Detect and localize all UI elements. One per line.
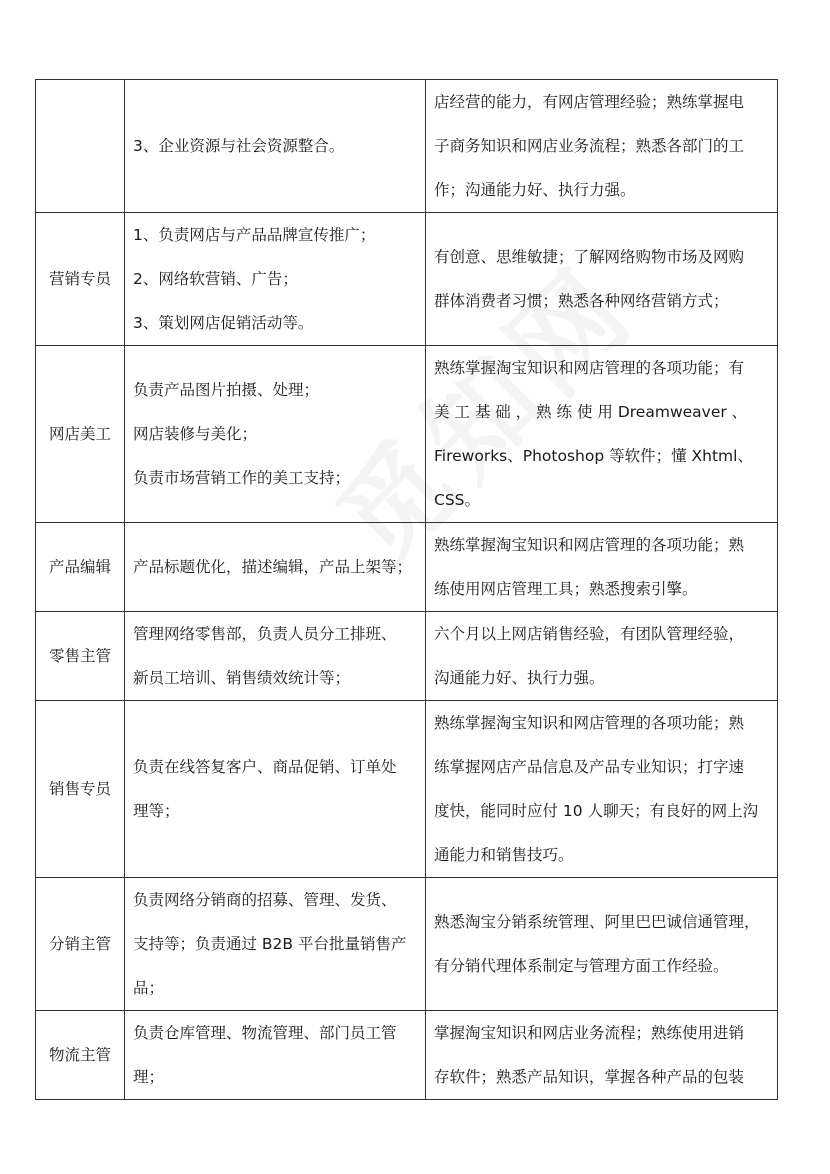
requirements-cell	[426, 213, 778, 346]
requirements-cell	[426, 701, 778, 878]
requirement-line: 沟通能力好、执行力强。	[434, 669, 605, 687]
duties-cell	[125, 213, 426, 346]
role-cell	[36, 80, 125, 213]
requirement-line: 度快，能同时应付 10 人聊天；有良好的网上沟	[434, 802, 759, 820]
duty-line: 3、企业资源与社会资源整合。	[133, 137, 345, 155]
table-row	[36, 701, 778, 878]
table-row	[36, 1011, 778, 1100]
duties-cell	[125, 523, 426, 612]
duties-cell	[125, 1011, 426, 1100]
requirement-line: 美 工 基 础 ， 熟 练 使 用 Dreamweaver 、	[434, 403, 748, 421]
requirement-line: 六个月以上网店销售经验，有团队管理经验，	[434, 625, 745, 643]
duties-cell	[125, 612, 426, 701]
requirements-cell	[426, 1011, 778, 1100]
requirement-line: 子商务知识和网店业务流程；熟悉各部门的工	[434, 137, 745, 155]
duties-cell	[125, 878, 426, 1011]
requirement-line: 练使用网店管理工具；熟悉搜索引擎。	[434, 580, 698, 598]
duty-line: 负责网络分销商的招募、管理、发货、	[133, 891, 397, 909]
duty-line: 2、网络软营销、广告；	[133, 270, 298, 288]
table-row	[36, 523, 778, 612]
duty-line: 负责市场营销工作的美工支持；	[133, 469, 351, 487]
duty-line: 1、负责网店与产品品牌宣传推广；	[133, 226, 376, 244]
role-cell: 物流主管	[36, 1011, 125, 1100]
requirement-line: 有分销代理体系制定与管理方面工作经验。	[434, 957, 729, 975]
requirement-line: 作；沟通能力好、执行力强。	[434, 181, 636, 199]
table-row	[36, 80, 778, 213]
table-row	[36, 612, 778, 701]
requirement-line: 存软件；熟悉产品知识，掌握各种产品的包装	[434, 1068, 745, 1086]
role-cell: 销售专员	[36, 701, 125, 878]
requirement-line: 熟悉淘宝分销系统管理、阿里巴巴诚信通管理，	[434, 913, 760, 931]
duties-cell	[125, 80, 426, 213]
requirement-line: 店经营的能力，有网店管理经验；熟练掌握电	[434, 93, 745, 111]
duty-line: 理等；	[133, 802, 180, 820]
requirements-cell	[426, 612, 778, 701]
requirement-line: 掌握淘宝知识和网店业务流程；熟练使用进销	[434, 1024, 745, 1042]
requirement-line: 练掌握网店产品信息及产品专业知识；打字速	[434, 758, 745, 776]
duty-line: 管理网络零售部，负责人员分工排班、	[133, 625, 397, 643]
requirement-line: 熟练掌握淘宝知识和网店管理的各项功能；熟	[434, 714, 745, 732]
duty-line: 负责仓库管理、物流管理、部门员工管	[133, 1024, 397, 1042]
duty-line: 负责产品图片拍摄、处理；	[133, 381, 320, 399]
duty-line: 支持等；负责通过 B2B 平台批量销售产	[133, 935, 407, 953]
duties-cell	[125, 346, 426, 523]
table-row	[36, 346, 778, 523]
requirements-cell	[426, 878, 778, 1011]
requirement-line: 通能力和销售技巧。	[434, 846, 574, 864]
duty-line: 理；	[133, 1068, 165, 1086]
duty-line: 新员工培训、销售绩效统计等；	[133, 669, 351, 687]
duties-cell	[125, 701, 426, 878]
role-cell: 网店美工	[36, 346, 125, 523]
requirements-cell	[426, 346, 778, 523]
role-cell: 营销专员	[36, 213, 125, 346]
duty-line: 负责在线答复客户、商品促销、订单处	[133, 758, 397, 776]
requirements-cell	[426, 523, 778, 612]
job-requirements-table	[35, 79, 778, 1100]
requirement-line: Fireworks、Photoshop 等软件；懂 Xhtml、	[434, 447, 753, 465]
role-cell: 产品编辑	[36, 523, 125, 612]
duty-line: 网店装修与美化；	[133, 425, 258, 443]
requirement-line: 有创意、思维敏捷；了解网络购物市场及网购	[434, 248, 745, 266]
requirement-line: 群体消费者习惯；熟悉各种网络营销方式；	[434, 292, 729, 310]
duty-line: 3、策划网店促销活动等。	[133, 314, 314, 332]
requirement-line: 熟练掌握淘宝知识和网店管理的各项功能；熟	[434, 536, 745, 554]
role-cell: 分销主管	[36, 878, 125, 1011]
table-row	[36, 878, 778, 1011]
requirement-line: 熟练掌握淘宝知识和网店管理的各项功能；有	[434, 359, 745, 377]
requirement-line: CSS。	[434, 491, 481, 509]
requirements-cell	[426, 80, 778, 213]
role-cell: 零售主管	[36, 612, 125, 701]
table-row	[36, 213, 778, 346]
duty-line: 产品标题优化，描述编辑，产品上架等；	[133, 558, 413, 576]
duty-line: 品；	[133, 979, 165, 997]
